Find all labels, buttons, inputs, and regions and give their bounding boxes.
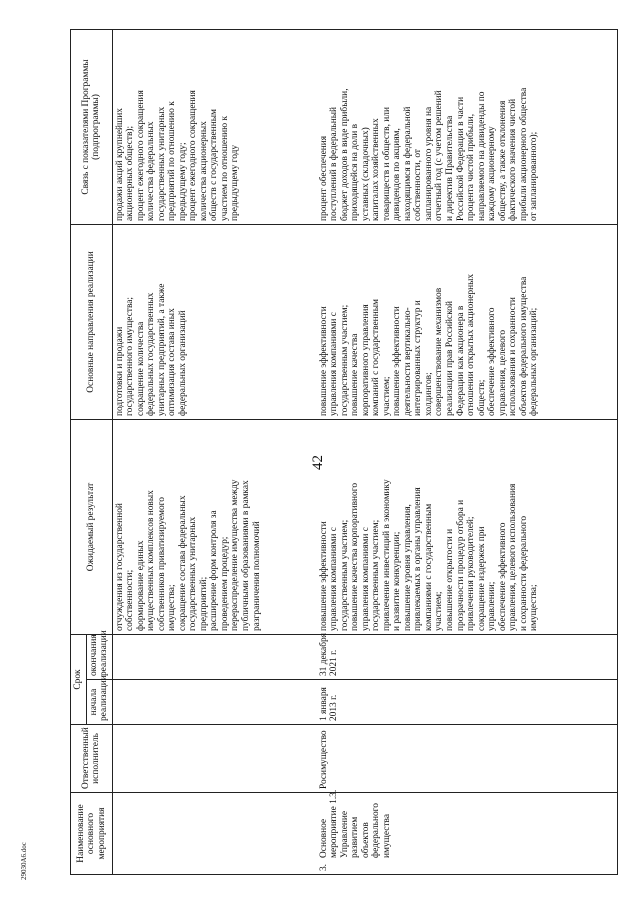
cell-line: направляемого на дивиденды по (476, 91, 487, 221)
cell-line: сокращение издержек при (476, 526, 487, 631)
cell-directions (112, 225, 317, 420)
cell-line: федеральных организаций (177, 310, 188, 416)
cell-line: обществ с государственным (209, 109, 220, 221)
cell-line: государственных унитарных (188, 516, 199, 631)
cell-line: Федерации как акционера в (455, 305, 466, 416)
cell-line: Управление (339, 810, 350, 858)
cell-line: бюджет доходов в виде прибыли, (339, 88, 350, 221)
cell-line: процент ежегодного сокращения (188, 90, 199, 221)
cell-line: повышение качества корпоративного (350, 482, 361, 631)
cell-line: капиталах хозяйственных (371, 118, 382, 221)
cell-line: процент ежегодного сокращения (135, 90, 146, 221)
header-name: Наименование основного мероприятия (71, 793, 113, 875)
cell-line: от запланированного); (529, 131, 540, 221)
cell-end (112, 635, 317, 680)
cell-line: уставных (складочных) (360, 127, 371, 221)
cell-line: оптимизация состава иных (167, 308, 178, 416)
cell-line: товариществ и обществ, или (381, 107, 392, 221)
cell-line: акционерных обществ); (125, 125, 136, 221)
cell-line: и директив Правительства (444, 115, 455, 221)
cell-line: реализации прав Российской (444, 301, 455, 416)
cell-line: поступлений в федеральный (329, 106, 340, 221)
cell-result (317, 420, 618, 635)
cell-line: государственного имущества; (125, 296, 136, 416)
cell-executor (112, 725, 317, 793)
cell-line: и развитие конкуренции; (392, 531, 403, 631)
cell-line: повышение эффективности (318, 306, 329, 416)
cell-line: участием по отношению к (219, 115, 230, 221)
page-number: 42 (310, 455, 326, 470)
cell-line: привлечения руководителей; (466, 516, 477, 631)
cell-result (112, 420, 317, 635)
cell-line: обеспечение эффективного (487, 307, 498, 416)
cell-line: процент обеспечения (318, 135, 329, 221)
cell-line: расширение форм контроля за (209, 510, 220, 631)
cell-line: отчуждения из государственной (114, 503, 125, 631)
cell-line: обществ; (476, 379, 487, 416)
cell-name (317, 789, 618, 875)
footer-filename: 29030А6.doc (20, 842, 28, 880)
cell-line: собственности, от (413, 149, 424, 221)
cell-line: перераспределение имущества между (230, 479, 241, 631)
cell-line: отчетный год (с учетом решений (434, 90, 445, 221)
cell-line: сокращение количества (135, 321, 146, 416)
cell-line: собственников приватизируемого (156, 497, 167, 631)
cell-line: совершенствование механизмов (434, 287, 445, 416)
cell-line: продажи акций крупнейших (114, 108, 125, 221)
cell-line: повышение уровня управления, (402, 504, 413, 631)
cell-line: унитарных предприятий, а также (156, 283, 167, 416)
cell-line: федерального (371, 803, 382, 858)
cell-line: и сохранности федерального (518, 515, 529, 631)
cell-line: 31 декабря (318, 633, 329, 676)
cell-line: находящимся в федеральной (402, 106, 413, 221)
cell-line: обществу, а также отклонения (497, 100, 508, 221)
cell-line: участием; (381, 376, 392, 416)
cell-line: управлении; (487, 581, 498, 631)
cell-line: 2013 г. (329, 694, 340, 721)
program-table (70, 29, 618, 875)
cell-line: повышение эффективности (392, 306, 403, 416)
table-row (112, 30, 317, 875)
cell-link (317, 30, 618, 225)
cell-line: имущества; (167, 584, 178, 631)
cell-start (317, 680, 618, 725)
cell-line: запланированного уровня на (423, 106, 434, 221)
cell-directions (317, 225, 618, 420)
cell-line: объектов (360, 822, 371, 858)
header-result: Ожидаемый результат (71, 420, 113, 635)
cell-line: государственным участием; (339, 519, 350, 631)
cell-line: прибыли акционерного общества (518, 87, 529, 221)
cell-line: привлечение инвестиций в экономику (381, 479, 392, 631)
cell-line: участием; (434, 591, 445, 631)
cell-line: сокращение состава федеральных (177, 495, 188, 631)
cell-executor: Росимущество (317, 725, 618, 793)
cell-link (112, 30, 317, 225)
cell-line: дивидендов по акциям, (392, 128, 403, 221)
cell-line: управления компаниями с (329, 312, 340, 416)
cell-line: федеральных организаций; (529, 307, 540, 416)
cell-line: имущественных комплексов новых (146, 490, 157, 631)
cell-line: управления компаниями с (329, 527, 340, 631)
cell-line: формирование единых (135, 540, 146, 631)
cell-line: управления компаниями с (360, 527, 371, 631)
cell-line: предыдущему году (230, 144, 241, 221)
cell-line: повышение качества (350, 333, 361, 416)
cell-line: проведением процедур; (219, 536, 230, 631)
cell-line: имущества (381, 813, 392, 858)
cell-line: прозрачности процедур отбора и (455, 499, 466, 631)
header-executor: Ответственный исполнитель (71, 725, 113, 793)
cell-line: мероприятие 1.3. (329, 789, 340, 858)
rotated-table-container (70, 30, 640, 875)
cell-line: количества федеральных (146, 121, 157, 221)
cell-name (112, 793, 317, 875)
cell-line: Российской Федерации в части (455, 96, 466, 221)
cell-line: привлекаемых в органы управления (413, 487, 424, 631)
cell-line: отношении открытых акционерных (466, 273, 477, 416)
cell-line: развитием (350, 816, 361, 858)
cell-line: государственным участием; (371, 519, 382, 631)
cell-line: предприятий; (198, 576, 209, 631)
cell-start (112, 680, 317, 725)
cell-line: разграничения полномочий (251, 521, 262, 631)
cell-line: холдингов; (423, 372, 434, 416)
header-end: окончания реализации (86, 635, 112, 680)
cell-line: повышение открытости и (444, 528, 455, 631)
cell-line: корпоративного управления (360, 304, 371, 416)
cell-line: публичными образованиями в рамках (240, 480, 251, 631)
cell-line: количества акционерных (198, 121, 209, 221)
cell-line: государственных унитарных (156, 106, 167, 221)
header-term: Срок (71, 635, 87, 725)
cell-line: каждому акционерному (487, 126, 498, 221)
cell-line: управления, целевого использования (508, 483, 519, 631)
cell-line: управления, целевого (497, 329, 508, 416)
header-directions: Основные направления реализации (71, 225, 113, 420)
cell-line: подготовки и продажи (114, 326, 125, 416)
cell-line: предыдущему году; (177, 142, 188, 221)
cell-line: 1 января (318, 687, 329, 721)
cell-line: государственным участием; (339, 304, 350, 416)
header-link: Связь с показателями Программы (подпрограммы) (71, 30, 113, 225)
cell-line: повышение эффективности (318, 521, 329, 631)
row-number: 3. (318, 863, 329, 871)
cell-line: собственности; (125, 569, 136, 631)
cell-line: предприятий по отношению к (167, 101, 178, 221)
cell-end (317, 635, 618, 680)
cell-line: объектов федерального имущества (518, 276, 529, 416)
cell-line: фактического значения чистой (508, 98, 519, 221)
cell-line: интегрированных структур и (413, 300, 424, 416)
cell-line: имущества; (529, 584, 540, 631)
cell-line: компаниями с государственным (423, 503, 434, 631)
cell-line: использования и сохранности (508, 297, 519, 416)
cell-line: 2021 г. (329, 649, 340, 676)
cell-line: процента чистой прибыли, (466, 113, 477, 221)
cell-line: компаний с государственным (371, 299, 382, 416)
cell-line: федеральных государственных (146, 292, 157, 416)
header-start: начала реализации (86, 680, 112, 725)
cell-line: приходящейся на доли в (350, 123, 361, 221)
cell-name-text (319, 790, 393, 858)
cell-line: деятельности вертикально- (402, 307, 413, 416)
cell-line: Основное (318, 818, 329, 858)
cell-line: обеспечение эффективного (497, 522, 508, 631)
table-row (317, 30, 618, 875)
